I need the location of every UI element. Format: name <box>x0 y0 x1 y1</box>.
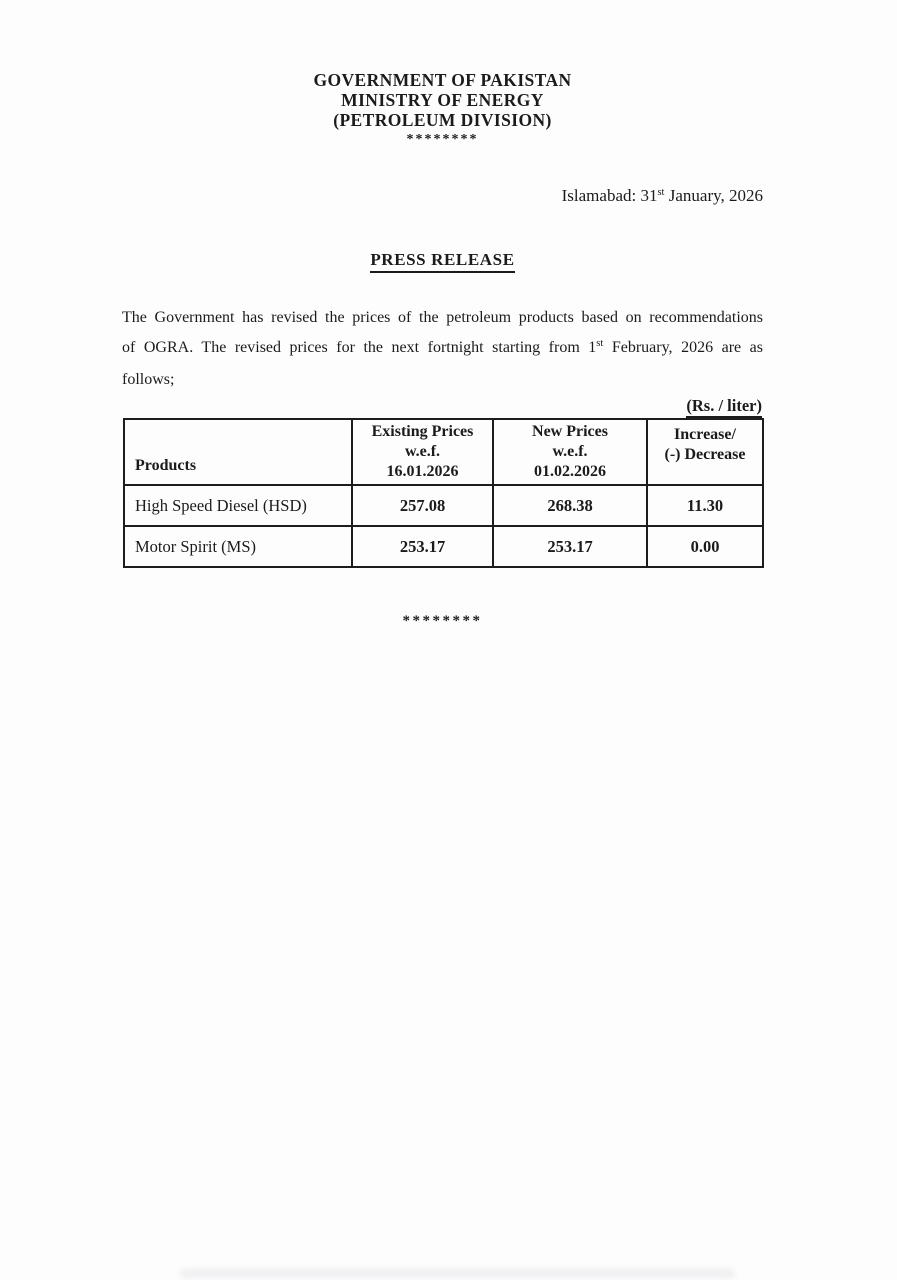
col-header-new-line3: 01.02.2026 <box>534 463 606 480</box>
col-header-new-prices <box>493 419 647 485</box>
press-release-title-wrap <box>122 250 763 273</box>
body-line-3: follows; <box>122 371 175 388</box>
dateline <box>122 186 763 206</box>
body-line-1: The Government has revised the prices of the petroleum products based on recommendations <box>122 309 763 326</box>
unit-label: (Rs. / liter) <box>686 396 762 418</box>
price-change-ms: 0.00 <box>647 526 763 567</box>
letterhead-org: GOVERNMENT OF PAKISTAN <box>313 70 572 90</box>
body-line-2-post: February, 2026 are as <box>603 339 763 356</box>
existing-price-hsd: 257.08 <box>352 485 493 526</box>
price-table <box>123 418 764 568</box>
col-header-products: Products <box>124 419 352 485</box>
dateline-ordinal-superscript: st <box>657 187 665 198</box>
scan-artifact-smudge <box>180 1269 735 1278</box>
col-header-change <box>647 419 763 485</box>
col-header-change-line1: Increase/ <box>674 426 736 443</box>
col-header-existing-line2: w.e.f. <box>404 443 441 460</box>
body-paragraph <box>122 303 763 395</box>
letterhead-division: (PETROLEUM DIVISION) <box>333 110 552 130</box>
col-header-existing-prices <box>352 419 493 485</box>
col-header-new-line1: New Prices <box>532 423 608 440</box>
table-row-ms <box>124 526 763 567</box>
product-name-hsd: High Speed Diesel (HSD) <box>124 485 352 526</box>
body-line-2-pre: of OGRA. The revised prices for the next fortnight starting from 1 <box>122 339 597 356</box>
letterhead <box>122 70 763 147</box>
new-price-ms: 253.17 <box>493 526 647 567</box>
body-line-2 <box>122 333 763 365</box>
col-header-existing-line1: Existing Prices <box>371 423 474 440</box>
table-row-hsd <box>124 485 763 526</box>
product-name-ms: Motor Spirit (MS) <box>124 526 352 567</box>
col-header-new-line2: w.e.f. <box>552 443 588 460</box>
unit-label-wrap <box>122 396 762 418</box>
letterhead-stars-separator: ******** <box>406 132 479 147</box>
col-header-existing-line3: 16.01.2026 <box>386 463 459 480</box>
closing-stars: ******** <box>402 613 483 629</box>
letterhead-ministry: MINISTRY OF ENERGY <box>341 90 544 110</box>
body-line-2-ordinal-superscript: st <box>596 338 604 349</box>
dateline-month-year: January, 2026 <box>664 186 763 205</box>
table-header-row <box>124 419 763 485</box>
col-header-change-line2: (-) Decrease <box>664 446 746 463</box>
press-release-title: PRESS RELEASE <box>370 250 514 273</box>
existing-price-ms: 253.17 <box>352 526 493 567</box>
price-change-hsd: 11.30 <box>647 485 763 526</box>
new-price-hsd: 268.38 <box>493 485 647 526</box>
dateline-city-day: Islamabad: 31 <box>561 186 658 205</box>
